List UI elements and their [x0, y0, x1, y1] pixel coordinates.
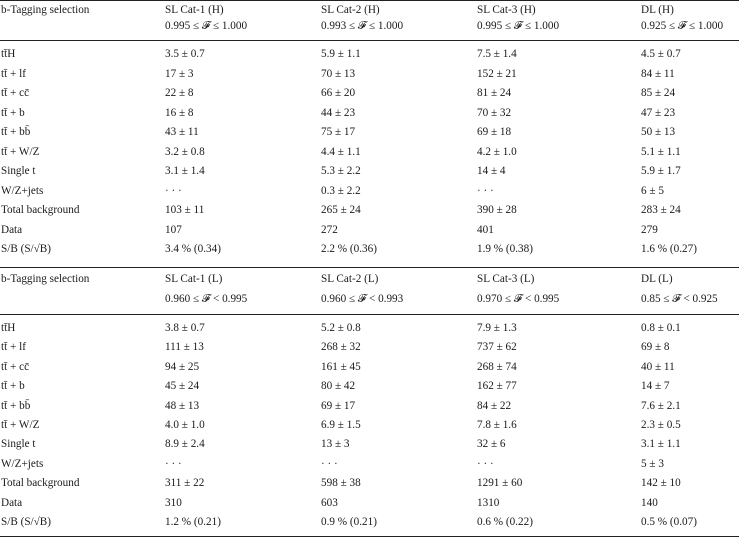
section_h-table-row-label: tt̄H — [1, 48, 16, 60]
section_l-cut-row-col-1: 0.960 ≤ 𝓕 < 0.995 — [165, 293, 248, 305]
section_h-table-row-col-2: 70 ± 13 — [321, 67, 356, 80]
section_h-table-row — [0, 46, 739, 64]
section_l-table-row-col-1: 111 ± 13 — [165, 341, 204, 354]
section_h-table-row-col-1: · · · — [165, 184, 182, 197]
section_h-table-row-col-2: 75 ± 17 — [321, 126, 356, 138]
section_l-header-row-col-2: SL Cat-2 (L) — [321, 273, 379, 285]
section_l-table-row-label: tt̄ + b — [1, 380, 25, 393]
section_l-table-row-col-4: 0.5 % (0.07) — [641, 516, 697, 528]
section_h-table-row-col-4: 6 ± 5 — [641, 184, 664, 197]
section_h-table-row-col-3: 7.5 ± 1.4 — [477, 48, 517, 60]
section_h-cut-row-col-1: 0.995 ≤ 𝓕 ≤ 1.000 — [165, 20, 248, 32]
section_h-table-row-col-1: 3.5 ± 0.7 — [165, 48, 205, 60]
section_l-table-row-col-4: 2.3 ± 0.5 — [641, 419, 681, 431]
section_l-table-row — [0, 378, 739, 396]
section_l-table-row-col-2: 6.9 ± 1.5 — [321, 419, 361, 431]
section_h-table-row-col-3: 152 ± 21 — [477, 67, 517, 80]
section_l-table-row-label: tt̄ + W/Z — [1, 419, 40, 431]
section_l-table-row-col-4: 40 ± 11 — [641, 360, 675, 373]
section_h-cut-row-col-3: 0.995 ≤ 𝓕 ≤ 1.000 — [477, 20, 560, 32]
section_h-header-row-label: b-Tagging selection — [1, 4, 90, 16]
section_l-table-row-col-3: 268 ± 74 — [477, 360, 517, 373]
section_h-table-row-col-3: 390 ± 28 — [477, 204, 517, 216]
section_l-table-row-label: Total background — [1, 477, 80, 490]
section_l-table-row-label: tt̄ + bb̄ — [1, 399, 31, 412]
section_l-table-row-col-1: 94 ± 25 — [165, 360, 200, 373]
section_h-table-row-col-1: 107 — [165, 223, 182, 236]
section_l-table-row-col-3: 84 ± 22 — [477, 399, 512, 412]
section_l-table-row-label: tt̄ + cc̄ — [1, 360, 30, 373]
section_h-table-row-col-4: 84 ± 11 — [641, 67, 675, 80]
section_h-table-row-col-2: 265 ± 24 — [321, 204, 361, 216]
section_h-table-row-col-2: 2.2 % (0.36) — [321, 243, 377, 255]
section_h-table-row-col-3: 14 ± 4 — [477, 165, 506, 177]
section_l-table-row-col-4: 3.1 ± 1.1 — [641, 438, 681, 451]
section_l-table-row-label: Data — [1, 496, 23, 509]
section_l-table-row-col-3: 7.8 ± 1.6 — [477, 419, 517, 431]
section_h-table-row-col-2: 272 — [321, 223, 338, 236]
section_h-table-row-col-4: 4.5 ± 0.7 — [641, 48, 681, 60]
section_h-table-row — [0, 144, 739, 162]
section_l-header-row-col-4: DL (L) — [641, 273, 673, 285]
section_h-cut-row-col-2: 0.993 ≤ 𝓕 ≤ 1.000 — [321, 20, 404, 32]
section_h-table-row-label: tt̄ + bb̄ — [1, 126, 31, 138]
section_l-table-row-label: S/B (S/√B) — [1, 516, 51, 528]
section_l-table-row-label: tt̄ + lf — [1, 341, 26, 354]
section_l-table-row-col-4: 5 ± 3 — [641, 457, 664, 470]
section_h-table-row-col-4: 1.6 % (0.27) — [641, 243, 697, 255]
section_l-cut-row-col-4: 0.85 ≤ 𝓕 < 0.925 — [641, 293, 718, 305]
section_l-table-row-col-2: 80 ± 42 — [321, 380, 356, 393]
section_l-table-row-col-3: 7.9 ± 1.3 — [477, 322, 517, 334]
section_l-table-row-col-2: 13 ± 3 — [321, 438, 350, 451]
section_h-table-row-col-3: 70 ± 32 — [477, 106, 512, 119]
section_l-table-row — [0, 514, 739, 532]
section_l-table-row — [0, 339, 739, 357]
section_l-table-row-col-2: 598 ± 38 — [321, 477, 361, 490]
section_l-table-row-col-4: 69 ± 8 — [641, 341, 670, 354]
section_l-table-row-col-1: 310 — [165, 496, 182, 509]
section_l-table-row-col-3: 162 ± 77 — [477, 380, 517, 393]
section_l-table-row-col-2: 161 ± 45 — [321, 360, 361, 373]
section_l-table-row-col-3: · · · — [477, 457, 494, 470]
section_h-table-row-col-2: 4.4 ± 1.1 — [321, 145, 361, 158]
section_l-table-row-col-1: 1.2 % (0.21) — [165, 516, 221, 528]
section_l-table-row — [0, 417, 739, 435]
section_h-table-row-col-1: 3.2 ± 0.8 — [165, 145, 205, 158]
section_h-table-row-label: W/Z+jets — [1, 184, 44, 197]
section_h-table-row-label: tt̄ + lf — [1, 67, 26, 80]
section_h-header-row-col-4: DL (H) — [641, 4, 674, 16]
section_l-table-row — [0, 359, 739, 377]
section_h-table-row-col-3: 4.2 ± 1.0 — [477, 145, 517, 158]
section_h-table-row-label: Total background — [1, 204, 80, 216]
section_h-cut-row-col-4: 0.925 ≤ 𝓕 ≤ 1.000 — [641, 20, 724, 32]
section_h-table-row — [0, 241, 739, 259]
section_h-table-row-col-2: 5.9 ± 1.1 — [321, 48, 361, 60]
section_h-table-row — [0, 163, 739, 181]
section_l-header-row — [0, 271, 739, 289]
section_l-table-row-col-2: 69 ± 17 — [321, 399, 356, 412]
section_l-table-row-col-4: 140 — [641, 496, 658, 509]
section_h-header-rule — [0, 40, 739, 41]
section_h-table-row-col-3: · · · — [477, 184, 494, 197]
section_l-cut-row-col-3: 0.970 ≤ 𝓕 < 0.995 — [477, 293, 560, 305]
section_l-table-row-col-1: 311 ± 22 — [165, 477, 205, 490]
section_h-table-row — [0, 66, 739, 84]
section_h-table-row-label: tt̄ + cc̄ — [1, 87, 30, 99]
section_h-table-row-label: tt̄ + W/Z — [1, 145, 40, 158]
section_l-header-rule — [0, 314, 739, 315]
section_h-table-row — [0, 105, 739, 123]
section_h-table-row-col-4: 283 ± 24 — [641, 204, 681, 216]
section_l-table-row-col-1: · · · — [165, 457, 182, 470]
section_h-table-row-col-3: 69 ± 18 — [477, 126, 512, 138]
section_l-table-row — [0, 320, 739, 338]
section_h-table-row-label: tt̄ + b — [1, 106, 25, 119]
section_l-table-row-col-1: 45 ± 24 — [165, 380, 200, 393]
section_l-table-row-col-3: 1291 ± 60 — [477, 477, 523, 490]
section_h-table-row-col-3: 1.9 % (0.38) — [477, 243, 533, 255]
section_l-table-row-label: W/Z+jets — [1, 457, 44, 470]
section_l-table-row-col-2: 268 ± 32 — [321, 341, 361, 354]
section_h-table-row-col-4: 47 ± 23 — [641, 106, 676, 119]
section_l-table-row — [0, 495, 739, 513]
section_h-table-row-col-1: 22 ± 8 — [165, 87, 194, 99]
section_l-table-row-col-2: 5.2 ± 0.8 — [321, 322, 361, 334]
section_l-table-row-col-4: 14 ± 7 — [641, 380, 670, 393]
section_h-table-row-col-2: 5.3 ± 2.2 — [321, 165, 361, 177]
section_h-table-row-col-4: 279 — [641, 223, 658, 236]
section-divider-rule — [0, 267, 739, 268]
section_l-table-row-col-3: 0.6 % (0.22) — [477, 516, 533, 528]
section_l-table-row — [0, 475, 739, 493]
section_l-table-row — [0, 398, 739, 416]
section_l-header-row-col-1: SL Cat-1 (L) — [165, 273, 223, 285]
section_l-table-row-col-3: 1310 — [477, 496, 500, 509]
section_h-table-row-col-3: 401 — [477, 223, 494, 236]
section_h-table-row-col-4: 85 ± 24 — [641, 87, 676, 99]
section_l-table-row-label: tt̄H — [1, 322, 16, 334]
section_h-table-row — [0, 202, 739, 220]
section_h-table-row-label: S/B (S/√B) — [1, 243, 51, 255]
section_l-table-row — [0, 456, 739, 474]
section_h-table-row-col-2: 44 ± 23 — [321, 106, 356, 119]
section_l-table-row-col-1: 48 ± 13 — [165, 399, 200, 412]
section_h-table-row-label: Single t — [1, 165, 36, 177]
section_l-table-row-col-4: 7.6 ± 2.1 — [641, 399, 681, 412]
section_h-header-row-col-1: SL Cat-1 (H) — [165, 4, 224, 16]
section_h-table-row-col-1: 43 ± 11 — [165, 126, 199, 138]
section_h-table-row-col-4: 50 ± 13 — [641, 126, 676, 138]
section_l-table-row-col-3: 32 ± 6 — [477, 438, 506, 451]
section_h-table-row-col-1: 103 ± 11 — [165, 204, 205, 216]
section_h-table-row-col-1: 3.1 ± 1.4 — [165, 165, 205, 177]
section_l-header-row-col-3: SL Cat-3 (L) — [477, 273, 535, 285]
section_h-table-row-col-1: 17 ± 3 — [165, 67, 194, 80]
section_h-table-row-col-1: 3.4 % (0.34) — [165, 243, 221, 255]
section_h-table-row — [0, 222, 739, 240]
section_l-table-row-col-3: 737 ± 62 — [477, 341, 517, 354]
section_l-cut-row-col-2: 0.960 ≤ 𝓕 < 0.993 — [321, 293, 404, 305]
section_l-table-row-col-1: 3.8 ± 0.7 — [165, 322, 205, 334]
section_h-table-row — [0, 85, 739, 103]
section_h-table-row-label: Data — [1, 223, 23, 236]
section_h-table-row-col-3: 81 ± 24 — [477, 87, 512, 99]
section_l-cut-row — [0, 291, 739, 309]
section_h-header-row-col-3: SL Cat-3 (H) — [477, 4, 536, 16]
section_h-table-row-col-1: 16 ± 8 — [165, 106, 194, 119]
section_l-table-row-col-2: 603 — [321, 496, 338, 509]
section_l-header-row-label: b-Tagging selection — [1, 273, 90, 285]
section_l-table-row-label: Single t — [1, 438, 36, 451]
section_l-table-row-col-2: · · · — [321, 457, 338, 470]
section_l-table-row — [0, 436, 739, 454]
section_l-table-row-col-2: 0.9 % (0.21) — [321, 516, 377, 528]
section_h-table-row-col-4: 5.1 ± 1.1 — [641, 145, 681, 158]
section_h-table-row — [0, 124, 739, 142]
section_h-header-row-col-2: SL Cat-2 (H) — [321, 4, 380, 16]
top-rule — [0, 0, 739, 1]
section_l-table-row-col-4: 0.8 ± 0.1 — [641, 322, 681, 334]
section_h-table-row-col-2: 0.3 ± 2.2 — [321, 184, 361, 197]
section_h-table-row — [0, 183, 739, 201]
section_l-table-row-col-1: 4.0 ± 1.0 — [165, 419, 205, 431]
section_l-table-row-col-4: 142 ± 10 — [641, 477, 681, 490]
section_h-table-row-col-2: 66 ± 20 — [321, 87, 356, 99]
section_l-table-row-col-1: 8.9 ± 2.4 — [165, 438, 205, 451]
section_h-cut-row — [0, 18, 739, 36]
section_h-table-row-col-4: 5.9 ± 1.7 — [641, 165, 681, 177]
